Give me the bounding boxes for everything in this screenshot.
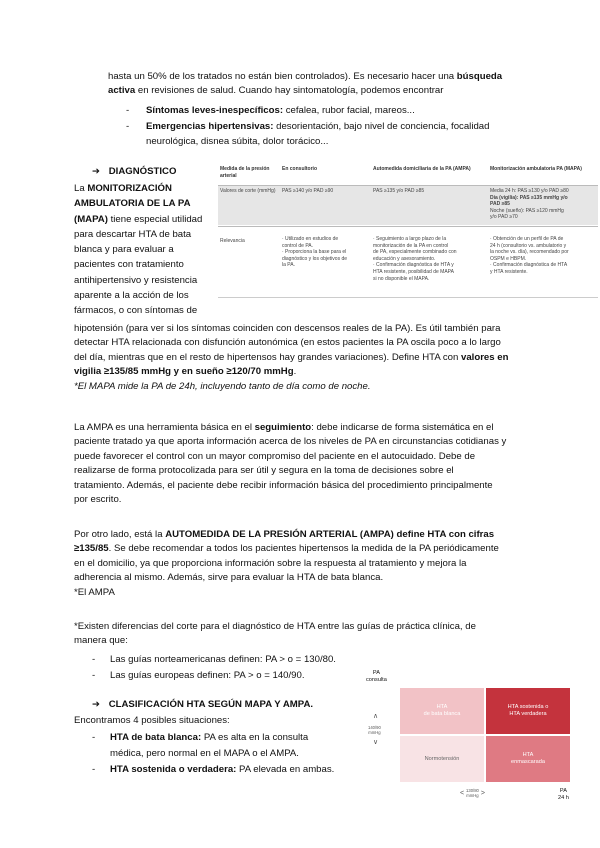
table-header-ampa: Automedida domiciliaria de la PA (AMPA)	[373, 166, 471, 172]
quadrant-hta-bata-blanca: HTA de bata blanca	[400, 688, 484, 734]
diag-line: fármacos, o con síntomas de	[74, 305, 198, 317]
bullet-dash: -	[92, 732, 96, 743]
diag-line: (MAPA) tiene especial utilidad	[74, 213, 203, 225]
table-row-1-label: Valores de corte (mmHg)	[220, 188, 276, 194]
matrix-x-arrow-right-icon: >	[480, 789, 485, 797]
symptom-bullet-2: - Emergencias hipertensivas: desorientación, bajo nivel de conciencia, focalidad neurológica, disnea súbita, dolor torácico...	[126, 121, 490, 147]
diag-line: blanca y para evaluar a	[74, 244, 174, 256]
table-row-2-mapa: · Obtención de un perfil de PA de 24 h (consultorio vs. ambulatorio y la noche vs. día), recomendado por OSPM e HBPM. · Confirmación diagnóstica de HTA y HTA resistente.	[490, 236, 569, 275]
diag-line: para descartar HTA de bata	[74, 228, 192, 240]
bullet-dash: -	[92, 670, 96, 681]
table-row-2-label: Relevancia	[220, 238, 245, 244]
clasificacion-heading: ➔ CLASIFICACIÓN HTA SEGÚN MAPA Y AMPA.	[92, 699, 314, 710]
diagnostico-heading: ➔ DIAGNÓSTICO	[92, 166, 177, 177]
table-row-1-consultorio: PAS ≥140 y/o PAD ≥90	[282, 188, 334, 194]
table-divider	[218, 185, 598, 186]
intro-paragraph	[108, 70, 560, 99]
mapa-note: *El MAPA mide la PA de 24h, incluyendo tanto de día como de noche.	[74, 380, 371, 392]
table-row-2-consultorio: · Utilizado en estudios de control de PA. · Proporciona la base para el diagnóstico y los objetivos de la PA.	[282, 236, 348, 269]
table-header-mapa: Monitorización ambulatoria PA (MAPA)	[490, 166, 582, 172]
ampa-seguimiento-paragraph: La AMPA es una herramienta básica en el seguimiento: debe indicarse de forma sistemática en el paciente tratado ya que aporta información acerca de los niveles de PA en circunstancias cotidianas y puede favorecer el control con un mayor compromiso del paciente en el autocuidado. Debe de realizarse de forma protocolizada para ser útil y segura en la toma de decisiones sobre el tratamiento. Además, el paciente debe recibir información básica del procedimiento principalmente por escrito.	[74, 422, 507, 506]
intro-bold-busqueda: búsqueda	[456, 71, 503, 82]
diag-line: AMBULATORIA DE LA PA	[74, 198, 191, 210]
table-row-1-ampa: PAS ≥135 y/o PAD ≥85	[373, 188, 425, 194]
matrix-y-tick: 140/90 mmHg	[368, 725, 381, 735]
arrow-icon: ➔	[92, 166, 101, 177]
matrix-y-arrow-down-icon: ∨	[373, 739, 379, 746]
diag-line: antihipertensivo y resistencia	[74, 274, 198, 286]
diag-line: aparente a la acción de los	[74, 290, 189, 302]
quadrant-hta-enmascarada: HTA enmascarada	[486, 736, 570, 782]
table-row-1-mapa: Media 24 h: PAS ≥130 y/o PAD ≥80 Día (vigilia): PAS ≥135 mmHg y/o PAD ≥85 Noche (sueño): PAS ≥120 mmHg y/o PAD ≥70	[490, 188, 569, 221]
diagnostico-column	[74, 181, 216, 319]
symptom-bullet-1: - Síntomas leves-inespecíficos: cefalea, rubor facial, mareos...	[126, 105, 415, 116]
intro-line-2: activa en revisiones de salud. Cuando hay sintomatología, podemos encontrar	[108, 85, 444, 97]
matrix-y-title: PA consulta	[366, 670, 387, 683]
bullet-dash: -	[92, 654, 96, 665]
matrix-x-tick: 130/80 mmHg	[466, 788, 479, 798]
matrix-x-arrow-left-icon: <	[460, 789, 465, 797]
classification-matrix	[340, 666, 590, 846]
matrix-y-arrow-up-icon: ∧	[373, 713, 379, 720]
bullet-dash: -	[92, 764, 96, 775]
clasificacion-bullet-1: - HTA de bata blanca: PA es alta en la consulta médica, pero normal en el MAPA o el AMPA.	[92, 732, 309, 759]
matrix-x-title: PA 24 h	[558, 788, 569, 801]
table-row-2-ampa: · Seguimiento a largo plazo de la monitorización de la PA en control de PA, especialmente combinado con educación y asesoramiento. · Confirmación diagnóstica de HTA y HTA resistente, posibilidad de MAPA si no disponible el MAPA.	[373, 236, 457, 282]
quadrant-normotension: Normotensión	[400, 736, 484, 782]
ampa-definicion-paragraph: Por otro lado, está la AUTOMEDIDA DE LA PRESIÓN ARTERIAL (AMPA) define HTA con cifras ≥135/85. Se debe recomendar a todos los pacientes hipertensos la medida de la PA periódicamente en el domicilio, ya que proporciona información sobre la respuesta al tratamiento y mejora la adherencia al mismo. Además, sirve para evaluar la HTA de bata blanca. *El AMPA	[74, 529, 499, 598]
clasificacion-intro: Encontramos 4 posibles situaciones:	[74, 715, 230, 726]
clasificacion-bullet-2: - HTA sostenida o verdadera: PA elevada en ambas.	[92, 764, 335, 775]
matrix-x-axis	[460, 788, 485, 798]
guia-bullet-1: - Las guías norteamericanas definen: PA > o = 130/80.	[92, 654, 336, 665]
table-header-medida: Medida de la presión arterial	[220, 166, 270, 179]
table-header-consultorio: En consultorio	[282, 166, 317, 172]
guias-paragraph: *Existen diferencias del corte para el diagnóstico de HTA entre las guías de práctica clínica, de manera que:	[74, 621, 476, 647]
table-bottom-rule	[218, 297, 598, 298]
bullet-dash: -	[126, 121, 130, 132]
table-divider	[218, 226, 598, 227]
quadrant-hta-sostenida: HTA sostenida o HTA verdadera	[486, 688, 570, 734]
guia-bullet-2: - Las guías europeas definen: PA > o = 140/90.	[92, 670, 305, 681]
bullet-dash: -	[126, 105, 130, 116]
diag-line: La MONITORIZACIÓN	[74, 183, 172, 194]
diagnostico-continuation: hipotensión (para ver si los síntomas coinciden con descensos reales de la PA). Es útil también para detectar HTA relacionada con disfunción autonómica (en estos pacientes la PA oscila poco a lo largo del día, mientras que en el resto de hipertensos hay grandes variaciones). Define HTA con valores en vigilia ≥135/85 mmHg y en sueño ≥120/70 mmHg. *El MAPA mide la PA de 24h, incluyendo tanto de día como de noche.	[74, 322, 526, 394]
intro-line-1: hasta un 50% de los tratados no están bien controlados). Es necesario hacer una búsqueda	[108, 71, 503, 82]
diag-line: pacientes con tratamiento	[74, 259, 184, 271]
arrow-icon: ➔	[92, 699, 101, 710]
